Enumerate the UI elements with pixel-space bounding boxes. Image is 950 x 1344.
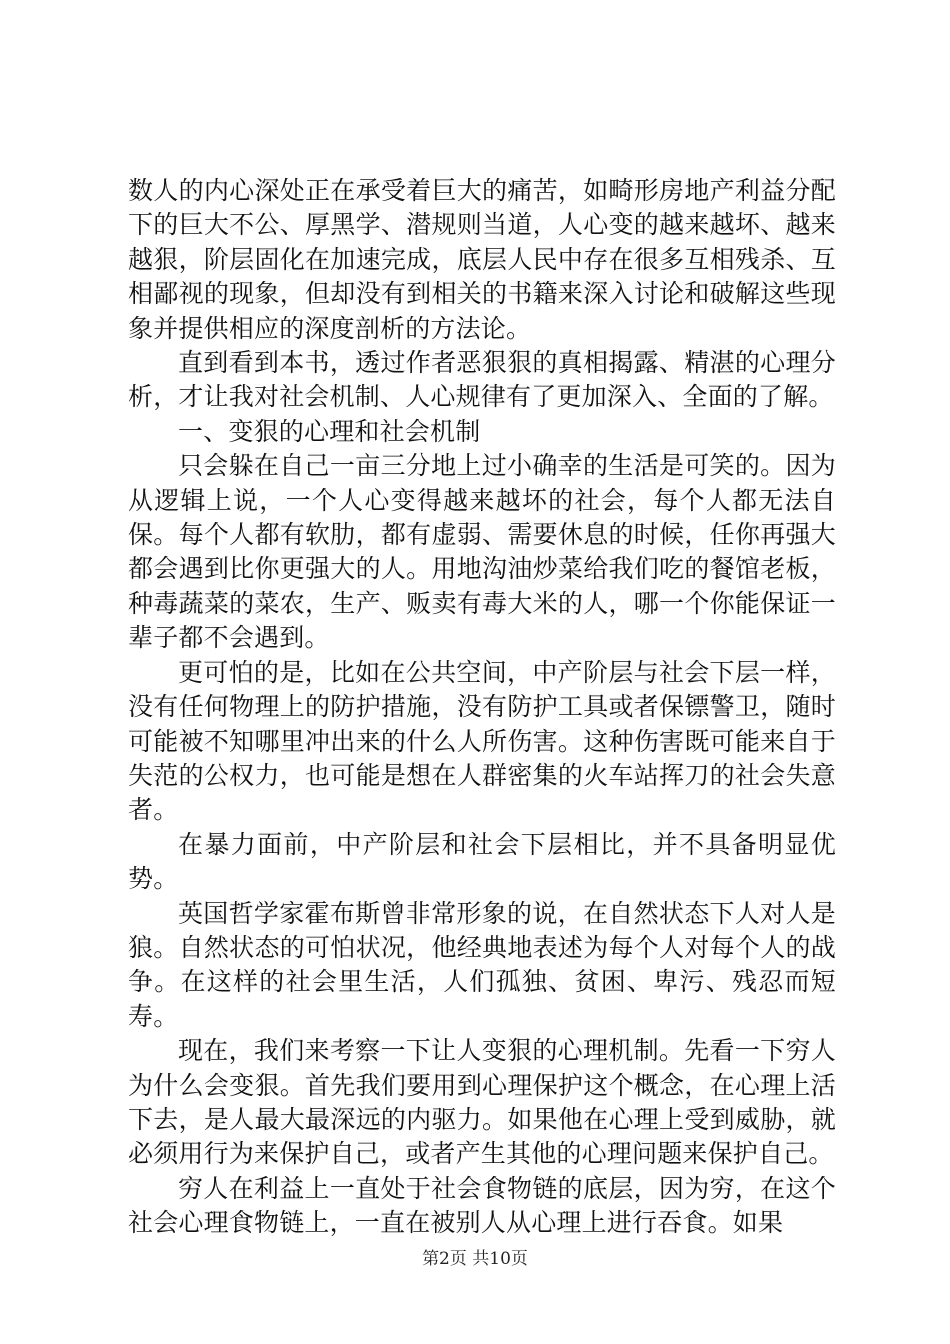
paragraph: 只会躲在自己一亩三分地上过小确幸的生活是可笑的。因为从逻辑上说，一个人心变得越来越坏的社会，每个人都无法自保。每个人都有软肋，都有虚弱、需要休息的时候，任你再强大都会遇到比你更强大的人。用地沟油炒菜给我们吃的餐馆老板，种毒蔬菜的菜农，生产、贩卖有毒大米的人，哪一个你能保证一辈子都不会遇到。 [128, 451, 836, 653]
paragraph: 在暴力面前，中产阶层和社会下层相比，并不具备明显优势。 [128, 829, 836, 894]
paragraph: 更可怕的是，比如在公共空间，中产阶层与社会下层一样，没有任何物理上的防护措施，没有防护工具或者保镖警卫，随时可能被不知哪里冲出来的什么人所伤害。这种伤害既可能来自于失范的公权力，也可能是想在人群密集的火车站挥刀的社会失意者。 [128, 657, 836, 825]
section-heading: 一、变狠的心理和社会机制 [178, 416, 481, 446]
page-number-footer: 第2页 共10页 [422, 1249, 528, 1269]
paragraph-continuation: 数人的内心深处正在承受着巨大的痛苦，如畸形房地产利益分配下的巨大不公、厚黑学、潜规则当道，人心变的越来越坏、越来越狠，阶层固化在加速完成，底层人民中存在很多互相残杀、互相鄙视的现象，但却没有到相关的书籍来深入讨论和破解这些现象并提供相应的深度剖析的方法论。 [128, 176, 836, 343]
paragraph: 穷人在利益上一直处于社会食物链的底层，因为穷，在这个社会心理食物链上，一直在被别人从心理上进行吞食。如果 [128, 1173, 836, 1238]
paragraph: 直到看到本书，透过作者恶狠狠的真相揭露、精湛的心理分析，才让我对社会机制、人心规律有了更加深入、全面的了解。 [128, 348, 836, 412]
paragraph: 现在，我们来考察一下让人变狠的心理机制。先看一下穷人为什么会变狠。首先我们要用到心理保护这个概念，在心理上活下去，是人最大最深远的内驱力。如果他在心理上受到威胁，就必须用行为来保护自己，或者产生其他的心理问题来保护自己。 [128, 1036, 836, 1169]
paragraph: 英国哲学家霍布斯曾非常形象的说，在自然状态下人对人是狼。自然状态的可怕状况，他经典地表述为每个人对每个人的战争。在这样的社会里生活，人们孤独、贫困、卑污、残忍而短寿。 [128, 898, 836, 1031]
document-body [128, 174, 836, 1241]
